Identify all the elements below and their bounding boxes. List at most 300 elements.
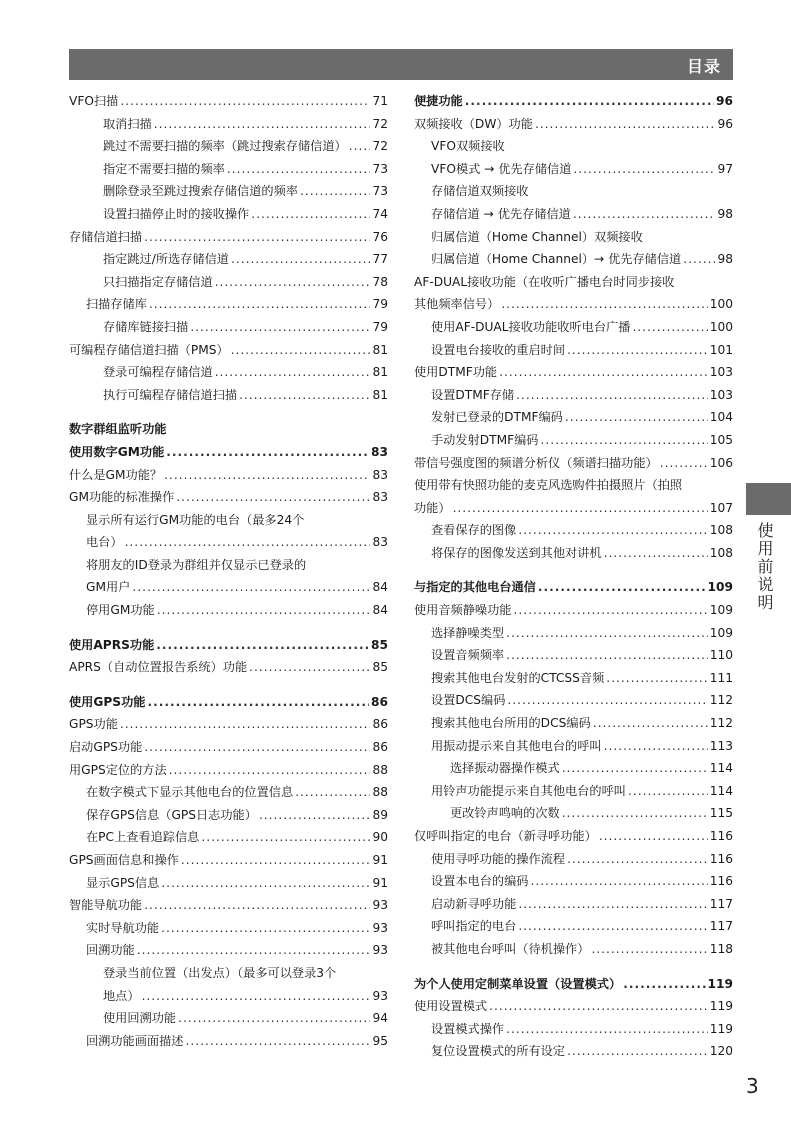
toc-entry-page: 108: [709, 523, 733, 538]
toc-entry-title: 设置电台接收的重启时间: [431, 342, 566, 357]
toc-entry-page: 84: [372, 603, 388, 618]
toc-entry[interactable]: [414, 915, 733, 938]
toc-dot-leader: [516, 384, 708, 407]
toc-entry[interactable]: [69, 486, 388, 509]
toc-entry-title: 存储信道扫描: [69, 229, 143, 244]
toc-dot-leader: [489, 995, 708, 1018]
toc-entry[interactable]: [69, 158, 388, 181]
toc-dot-leader: [249, 656, 370, 679]
toc-entry[interactable]: [414, 780, 733, 803]
toc-entry[interactable]: [69, 691, 388, 714]
toc-dot-leader: [506, 644, 708, 667]
toc-entry-title: GM用户: [86, 580, 131, 595]
toc-entry-page: 97: [717, 161, 733, 176]
toc-entry[interactable]: [69, 180, 388, 203]
toc-dot-leader: [137, 939, 371, 962]
toc-entry-page: 119: [709, 999, 733, 1014]
toc-dot-leader: [506, 622, 708, 645]
toc-entry[interactable]: [414, 90, 733, 113]
toc-entry-page: 74: [372, 206, 388, 221]
toc-entry-page: 112: [709, 693, 733, 708]
toc-entry[interactable]: [69, 464, 388, 487]
toc-entry-page: 83: [372, 490, 388, 505]
toc-entry-title: 使用寻呼功能的操作流程: [431, 851, 566, 866]
toc-dot-leader: [157, 599, 371, 622]
toc-dot-leader: [166, 441, 369, 464]
toc-dot-leader: [251, 203, 370, 226]
toc-entry-page: 101: [709, 342, 733, 357]
toc-entry-page: 118: [709, 941, 733, 956]
toc-entry-title: 启动新寻呼功能: [431, 896, 517, 911]
toc-entry[interactable]: [414, 1040, 733, 1063]
toc-entry[interactable]: [414, 576, 733, 599]
toc-dot-leader: [562, 802, 708, 825]
toc-entry-title: GPS画面信息和操作: [69, 853, 179, 867]
toc-entry[interactable]: [69, 361, 388, 384]
toc-dot-leader: [176, 486, 370, 509]
toc-entry[interactable]: [69, 804, 388, 827]
toc-entry-title: 设置DCS编码: [431, 693, 506, 708]
toc-entry-title: 登录当前位置（出发点）（最多可以登录3个: [103, 965, 337, 980]
toc-entry[interactable]: [414, 271, 733, 294]
toc-entry-title: 查看保存的图像: [431, 523, 517, 538]
toc-entry-title: 为个人使用定制菜单设置（设置模式）: [414, 976, 622, 991]
toc-entry-title: 使用带有快照功能的麦克风选购件拍摄照片（拍照: [414, 478, 683, 493]
toc-entry[interactable]: [69, 849, 388, 872]
toc-entry-title: 取消扫描: [103, 116, 152, 131]
toc-entry-page: 108: [709, 545, 733, 560]
toc-entry-title: 电台）: [86, 535, 123, 550]
toc-dot-leader: [144, 736, 370, 759]
toc-entry-page: 106: [709, 455, 733, 470]
toc-entry[interactable]: [414, 542, 733, 565]
toc-dot-leader: [453, 497, 708, 520]
toc-entry-page: 93: [372, 920, 388, 935]
toc-entry-page: 81: [372, 387, 388, 402]
toc-entry[interactable]: [69, 531, 388, 554]
toc-dot-leader: [227, 158, 371, 181]
toc-entry-page: 116: [709, 874, 733, 889]
toc-entry-page: 84: [372, 580, 388, 595]
toc-entry[interactable]: [69, 826, 388, 849]
toc-entry[interactable]: [414, 452, 733, 475]
toc-entry-title: 只扫描指定存储信道: [103, 274, 213, 289]
toc-entry[interactable]: [69, 509, 388, 532]
toc-dot-leader: [215, 271, 371, 294]
toc-entry-title: 设置本电台的编码: [431, 874, 529, 889]
toc-entry-title: 用铃声功能提示来自其他电台的呼叫: [431, 783, 626, 798]
toc-entry[interactable]: [69, 135, 388, 158]
toc-entry[interactable]: [69, 554, 388, 577]
toc-entry-title: 跳过不需要扫描的频率（跳过搜索存储信道）: [103, 139, 347, 154]
toc-dot-leader: [606, 667, 707, 690]
toc-entry-title: 使用APRS功能: [69, 637, 155, 652]
toc-entry-title: 使用设置模式: [414, 999, 488, 1014]
toc-entry[interactable]: [69, 599, 388, 622]
toc-dot-leader: [632, 316, 707, 339]
toc-entry[interactable]: [414, 802, 733, 825]
toc-entry-page: 114: [709, 761, 733, 776]
toc-entry-page: 94: [372, 1011, 388, 1026]
toc-dot-leader: [593, 712, 708, 735]
toc-entry-page: 109: [709, 625, 733, 640]
toc-dot-leader: [506, 1018, 708, 1041]
toc-entry[interactable]: [414, 384, 733, 407]
toc-entry[interactable]: [414, 870, 733, 893]
toc-entry-page: 100: [709, 297, 733, 312]
toc-dot-leader: [518, 915, 707, 938]
toc-dot-leader: [531, 870, 708, 893]
toc-entry[interactable]: [69, 441, 388, 464]
toc-entry[interactable]: [414, 203, 733, 226]
toc-entry-title: 选择静噪类型: [431, 625, 505, 640]
toc-dot-leader: [149, 293, 371, 316]
toc-dot-leader: [518, 893, 707, 916]
toc-entry-page: 83: [371, 444, 388, 459]
toc-entry-title: GPS功能: [69, 717, 118, 732]
toc-entry[interactable]: [414, 339, 733, 362]
toc-entry-title: 存储信道双频接收: [431, 184, 529, 199]
toc-dot-leader: [465, 90, 714, 113]
toc-dot-leader: [125, 531, 371, 554]
toc-entry[interactable]: [414, 180, 733, 203]
toc-dot-leader: [567, 1040, 708, 1063]
toc-entry-page: 103: [709, 365, 733, 380]
toc-entry-page: 110: [709, 648, 733, 663]
toc-entry-page: 83: [372, 535, 388, 550]
toc-entry[interactable]: [69, 248, 388, 271]
toc-left-column: [69, 90, 388, 1052]
toc-entry[interactable]: [414, 474, 733, 497]
toc-dot-leader: [514, 599, 708, 622]
toc-entry[interactable]: [69, 656, 388, 679]
toc-entry[interactable]: [69, 384, 388, 407]
toc-entry-title: GM功能的标准操作: [69, 490, 175, 505]
toc-entry[interactable]: [414, 293, 733, 316]
toc-entry[interactable]: [69, 939, 388, 962]
toc-entry-title: 设置扫描停止时的接收操作: [103, 206, 250, 221]
toc-entry-page: 115: [709, 806, 733, 821]
toc-dot-leader: [540, 429, 707, 452]
toc-entry-title: VFO模式 → 优先存储信道: [431, 161, 572, 176]
toc-entry-title: 智能导航功能: [69, 898, 143, 913]
toc-dot-leader: [164, 464, 370, 487]
toc-entry-page: 86: [371, 694, 388, 709]
toc-entry-title: 用振动提示来自其他电台的呼叫: [431, 738, 602, 753]
toc-dot-leader: [507, 689, 707, 712]
toc-entry-title: 删除登录至跳过搜索存储信道的频率: [103, 184, 298, 199]
toc-entry[interactable]: [414, 1018, 733, 1041]
toc-entry-title: VFO扫描: [69, 94, 119, 108]
toc-entry[interactable]: [414, 757, 733, 780]
toc-dot-leader: [201, 826, 370, 849]
toc-entry-page: 116: [709, 829, 733, 843]
toc-entry-page: 78: [372, 274, 388, 289]
toc-entry-page: 81: [372, 365, 388, 380]
toc-entry-page: 98: [717, 206, 733, 221]
toc-dot-leader: [567, 848, 708, 871]
toc-dot-leader: [120, 713, 371, 736]
toc-entry[interactable]: [69, 113, 388, 136]
toc-entry[interactable]: [69, 759, 388, 782]
toc-entry-title: 呼叫指定的电台: [431, 919, 517, 934]
toc-entry-page: 100: [709, 319, 733, 334]
toc-dot-leader: [535, 113, 716, 136]
toc-entry-page: 111: [709, 670, 733, 685]
toc-entry[interactable]: [69, 1030, 388, 1053]
toc-entry[interactable]: [414, 226, 733, 249]
toc-entry-title: APRS（自动位置报告系统）功能: [69, 660, 248, 675]
toc-dot-leader: [231, 339, 371, 362]
toc-entry-page: 113: [709, 738, 733, 753]
toc-entry[interactable]: [69, 917, 388, 940]
section-tab: [746, 483, 791, 515]
toc-entry[interactable]: [414, 973, 733, 996]
toc-entry[interactable]: [69, 316, 388, 339]
toc-entry[interactable]: [69, 872, 388, 895]
toc-entry[interactable]: [69, 985, 388, 1008]
toc-dot-leader: [169, 759, 371, 782]
toc-entry[interactable]: [69, 713, 388, 736]
toc-dot-leader: [144, 894, 370, 917]
toc-entry-page: 90: [372, 830, 388, 845]
toc-entry[interactable]: [414, 429, 733, 452]
toc-entry-title: 使用GPS功能: [69, 694, 146, 709]
toc-dot-leader: [215, 361, 371, 384]
toc-entry-page: 73: [372, 161, 388, 176]
toc-dot-leader: [623, 973, 705, 996]
toc-entry-page: 117: [709, 919, 733, 934]
page-number: 3: [746, 1074, 759, 1098]
toc-entry-page: 73: [372, 184, 388, 199]
toc-entry-page: 109: [709, 603, 733, 618]
toc-entry-title: 搜索其他电台发射的CTCSS音频: [431, 670, 605, 685]
toc-entry-page: 85: [372, 660, 388, 675]
toc-dot-leader: [239, 384, 370, 407]
toc-entry-title: 回溯功能: [86, 943, 135, 958]
toc-entry[interactable]: [69, 781, 388, 804]
toc-entry-title: 手动发射DTMF编码: [431, 432, 539, 447]
toc-entry-title: 指定不需要扫描的频率: [103, 161, 225, 176]
toc-entry[interactable]: [414, 893, 733, 916]
toc-entry-title: 归属信道（Home Channel）双频接收: [431, 229, 643, 244]
toc-entry-title: 保存GPS信息（GPS日志功能）: [86, 807, 257, 822]
toc-entry[interactable]: [69, 90, 388, 113]
toc-dot-leader: [604, 542, 708, 565]
toc-dot-leader: [259, 804, 371, 827]
toc-dot-leader: [181, 849, 371, 872]
toc-entry[interactable]: [69, 736, 388, 759]
toc-entry[interactable]: [414, 599, 733, 622]
toc-entry[interactable]: [414, 497, 733, 520]
toc-entry-page: 119: [709, 1021, 733, 1036]
toc-entry-page: 88: [372, 762, 388, 777]
toc-entry[interactable]: [69, 1007, 388, 1030]
toc-entry[interactable]: [414, 938, 733, 961]
toc-entry[interactable]: [414, 361, 733, 384]
toc-entry-page: 77: [372, 252, 388, 267]
toc-entry-title: 设置音频频率: [431, 648, 505, 663]
toc-entry-page: 85: [371, 637, 388, 652]
toc-entry[interactable]: [414, 113, 733, 136]
toc-entry[interactable]: [414, 667, 733, 690]
toc-entry-title: 使用数字GM功能: [69, 444, 165, 459]
toc-entry-title: 设置DTMF存储: [431, 387, 515, 402]
toc-entry[interactable]: [69, 271, 388, 294]
toc-entry[interactable]: [414, 689, 733, 712]
toc-entry-page: 114: [709, 783, 733, 798]
toc-entry-page: 107: [709, 500, 733, 515]
toc-dot-leader: [573, 203, 716, 226]
toc-dot-leader: [154, 113, 371, 136]
toc-entry-page: 112: [709, 716, 733, 731]
toc-entry-page: 117: [709, 896, 733, 911]
toc-entry-title: 在数字模式下显示其他电台的位置信息: [86, 785, 294, 800]
toc-dot-leader: [161, 917, 370, 940]
toc-entry[interactable]: [69, 634, 388, 657]
toc-entry-title: 功能）: [414, 500, 451, 515]
toc-entry-page: 103: [709, 387, 733, 402]
section-side-label: 使用前说明: [755, 522, 774, 612]
toc-dot-leader: [144, 226, 370, 249]
toc-entry-title: 登录可编程存储信道: [103, 365, 213, 380]
toc-entry-title: 仅呼叫指定的电台（新寻呼功能）: [414, 829, 597, 843]
toc-entry[interactable]: [414, 406, 733, 429]
toc-entry-page: 104: [709, 410, 733, 425]
toc-entry-page: 96: [716, 94, 733, 108]
toc-entry-title: 复位设置模式的所有设定: [431, 1044, 566, 1059]
toc-entry[interactable]: [414, 316, 733, 339]
toc-dot-leader: [501, 293, 707, 316]
toc-dot-leader: [599, 825, 708, 848]
toc-entry-page: 96: [717, 116, 733, 131]
toc-dot-leader: [142, 985, 371, 1008]
toc-dot-leader: [156, 634, 369, 657]
toc-entry-title: 启动GPS功能: [69, 740, 143, 755]
toc-right-column: [414, 90, 733, 1063]
toc-entry[interactable]: [69, 339, 388, 362]
toc-entry-title: 执行可编程存储信道扫描: [103, 387, 238, 402]
toc-entry-title: VFO双频接收: [431, 139, 505, 154]
toc-dot-leader: [518, 519, 707, 542]
toc-entry[interactable]: [414, 995, 733, 1018]
toc-dot-leader: [161, 872, 370, 895]
toc-entry-title: 地点）: [103, 988, 140, 1003]
toc-entry[interactable]: [414, 712, 733, 735]
toc-entry-title: AF-DUAL接收功能（在收听广播电台时同步接收: [414, 274, 675, 289]
toc-entry-title: 指定跳过/所选存储信道: [103, 252, 229, 267]
toc-entry-title: 便捷功能: [414, 94, 463, 108]
toc-dot-leader: [683, 248, 715, 271]
toc-entry-page: 95: [372, 1033, 388, 1048]
toc-dot-leader: [565, 406, 708, 429]
toc-dot-leader: [660, 452, 708, 475]
toc-entry[interactable]: [414, 622, 733, 645]
toc-entry-title: 什么是GM功能？: [69, 467, 163, 482]
toc-entry[interactable]: [414, 825, 733, 848]
page-title: 目录: [686, 57, 721, 76]
toc-entry-page: 72: [372, 116, 388, 131]
toc-entry-title: 扫描存储库: [86, 297, 147, 312]
toc-entry-page: 76: [372, 229, 388, 244]
toc-entry-title: 与指定的其他电台通信: [414, 580, 536, 595]
toc-entry[interactable]: [69, 894, 388, 917]
toc-entry-page: 105: [709, 432, 733, 447]
toc-entry-title: 存储信道 → 优先存储信道: [431, 206, 571, 221]
toc-entry-page: 119: [707, 976, 733, 991]
toc-entry[interactable]: [414, 848, 733, 871]
toc-entry[interactable]: [69, 576, 388, 599]
toc-entry-page: 91: [372, 853, 388, 867]
toc-entry-title: 其他频率信号）: [414, 297, 500, 312]
toc-entry-title: 使用DTMF功能: [414, 365, 498, 380]
toc-entry-title: 搜索其他电台所用的DCS编码: [431, 716, 591, 731]
toc-entry-page: 83: [372, 467, 388, 482]
toc-entry[interactable]: [414, 519, 733, 542]
toc-entry[interactable]: [69, 418, 388, 441]
toc-dot-leader: [604, 735, 708, 758]
toc-entry-title: 存储库链接扫描: [103, 319, 189, 334]
toc-dot-leader: [538, 576, 706, 599]
toc-entry-page: 79: [372, 297, 388, 312]
toc-entry-page: 79: [372, 319, 388, 334]
toc-entry-title: 被其他电台呼叫（待机操作）: [431, 941, 590, 956]
toc-entry-title: 使用回溯功能: [103, 1011, 177, 1026]
toc-entry-title: 将朋友的ID登录为群组并仅显示已登录的: [86, 557, 307, 572]
toc-dot-leader: [178, 1007, 370, 1030]
toc-dot-leader: [295, 781, 370, 804]
toc-entry-title: 选择振动器操作模式: [450, 761, 560, 776]
toc-entry[interactable]: [69, 203, 388, 226]
toc-entry-title: 显示GPS信息: [86, 875, 160, 890]
toc-entry-title: 实时导航功能: [86, 920, 160, 935]
toc-entry-title: 显示所有运行GM功能的电台（最多24个: [86, 512, 305, 527]
toc-entry-title: 在PC上查看追踪信息: [86, 830, 200, 845]
toc-dot-leader: [349, 135, 371, 158]
toc-entry-page: 88: [372, 785, 388, 800]
toc-entry-title: 归属信道（Home Channel）→ 优先存储信道: [431, 252, 682, 267]
toc-entry-title: 数字群组监听功能: [69, 422, 167, 437]
toc-entry-title: 发射已登录的DTMF编码: [431, 410, 563, 425]
toc-entry[interactable]: [69, 962, 388, 985]
toc-entry-title: 设置模式操作: [431, 1021, 505, 1036]
toc-entry-page: 109: [707, 580, 733, 595]
toc-entry-page: 86: [372, 740, 388, 755]
toc-entry-page: 116: [709, 851, 733, 866]
toc-entry-page: 81: [372, 342, 388, 357]
toc-entry-page: 120: [709, 1044, 733, 1059]
toc-entry[interactable]: [69, 226, 388, 249]
toc-entry[interactable]: [414, 135, 733, 158]
toc-entry-page: 98: [717, 252, 733, 267]
toc-entry-title: 将保存的图像发送到其他对讲机: [431, 545, 602, 560]
toc-entry[interactable]: [414, 735, 733, 758]
toc-entry[interactable]: [414, 644, 733, 667]
toc-entry[interactable]: [69, 293, 388, 316]
toc-dot-leader: [147, 691, 369, 714]
toc-entry-page: 86: [372, 717, 388, 732]
toc-dot-leader: [300, 180, 370, 203]
toc-entry-title: 使用音频静噪功能: [414, 603, 512, 618]
toc-entry-page: 71: [372, 94, 388, 108]
toc-entry-title: 更改铃声鸣响的次数: [450, 806, 560, 821]
toc-entry[interactable]: [414, 158, 733, 181]
toc-entry-title: 双频接收（DW）功能: [414, 116, 533, 131]
toc-entry[interactable]: [414, 248, 733, 271]
toc-dot-leader: [591, 938, 707, 961]
toc-dot-leader: [231, 248, 371, 271]
toc-dot-leader: [562, 757, 708, 780]
